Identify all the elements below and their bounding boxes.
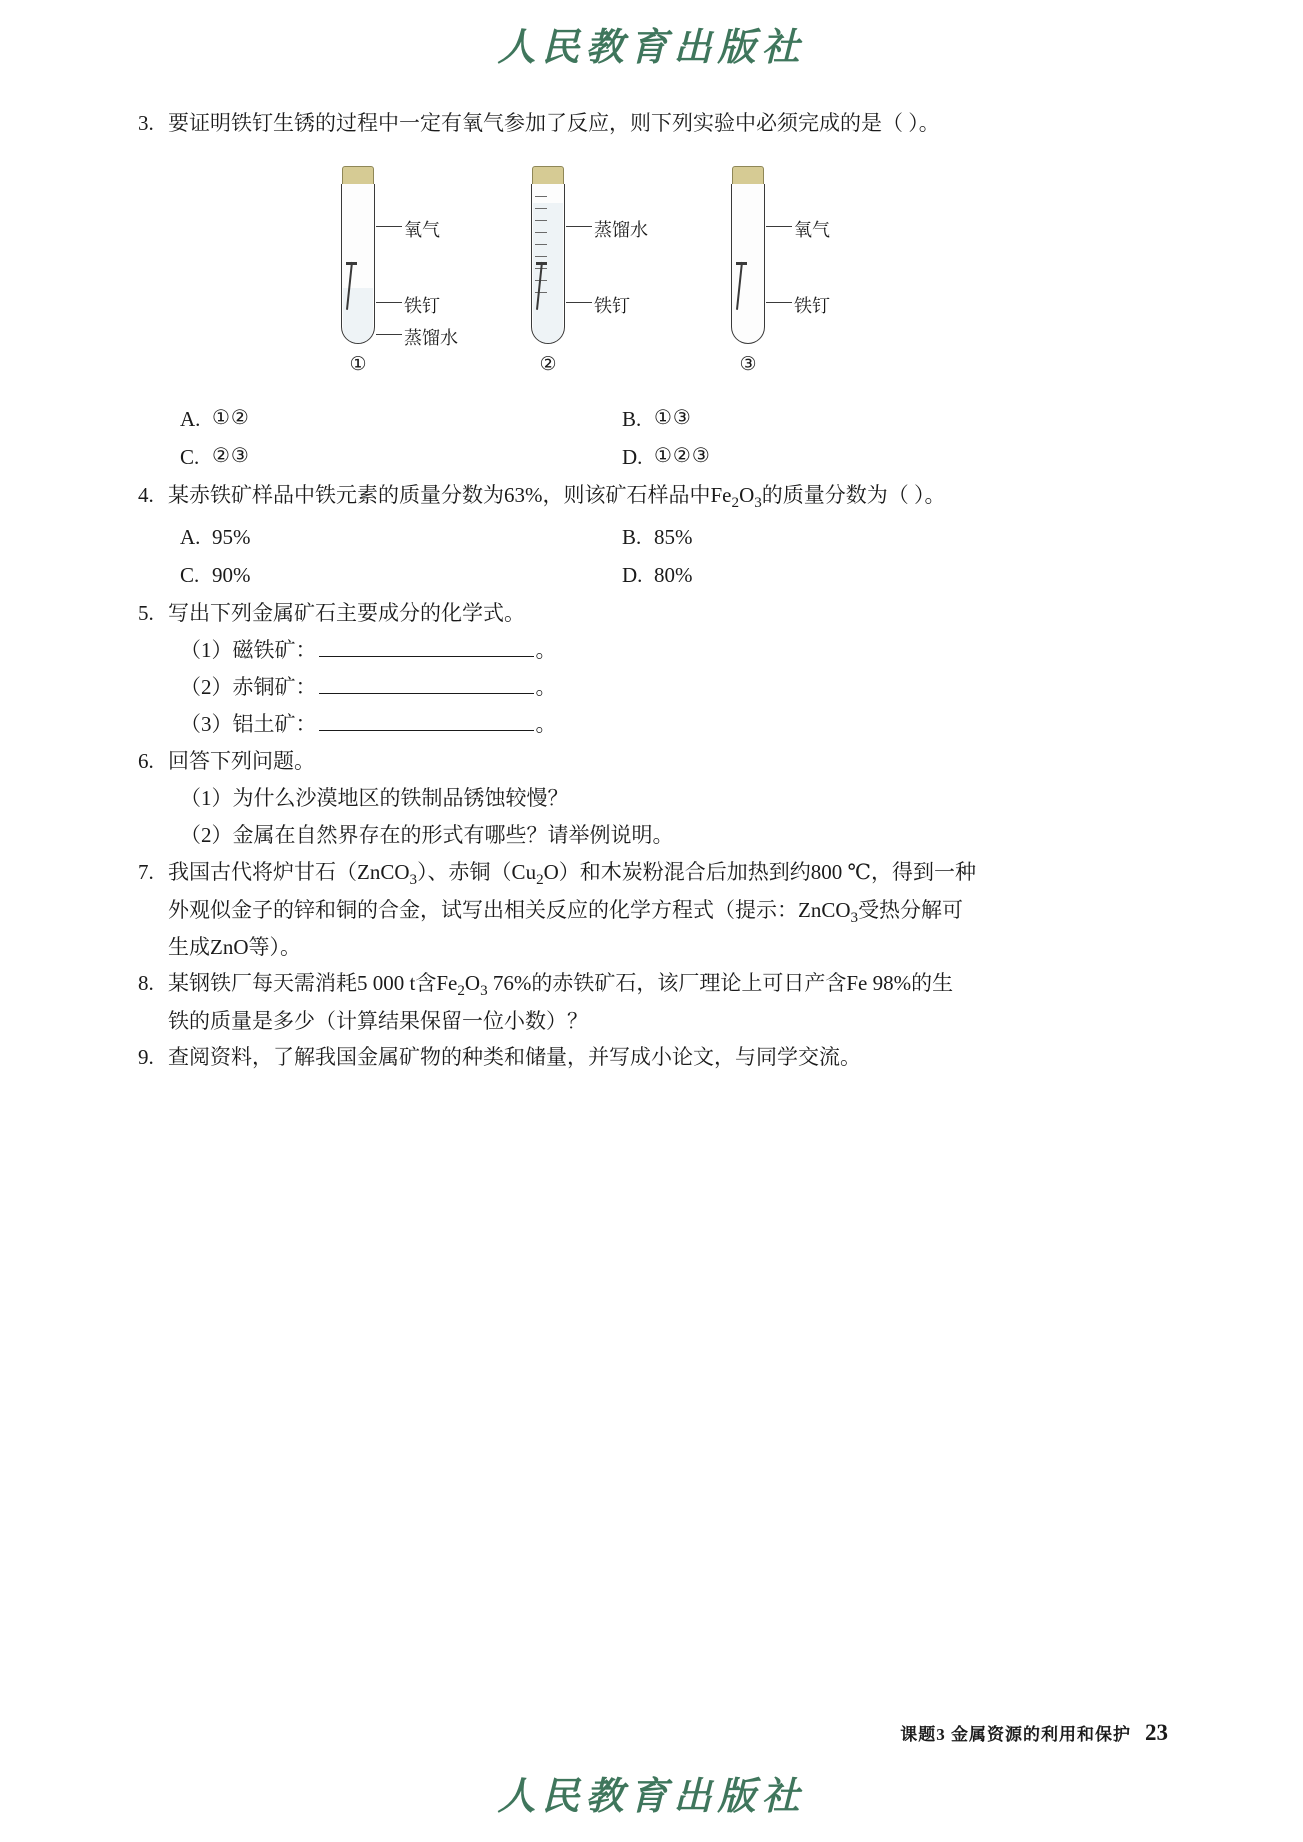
sub-3-label: （3）铝土矿：	[180, 711, 317, 736]
q7-l2-b: 受热分解可	[858, 897, 964, 922]
option-b-letter: B.	[622, 407, 642, 432]
q8-l1-b: O	[464, 971, 481, 996]
q7-l1-sub2: 2	[536, 872, 544, 889]
leader-line	[566, 226, 592, 227]
graduation-mark	[535, 244, 547, 245]
question-9-text: 查阅资料，了解我国金属矿物的种类和储量，并写成小论文，与同学交流。	[168, 1044, 861, 1069]
question-7-line-1	[168, 855, 1168, 893]
q8-l1-sub1: 2	[457, 983, 465, 1000]
question-9-number: 9.	[138, 1044, 154, 1069]
question-8-line-1	[168, 966, 1168, 1004]
question-6-sub-1: （1）为什么沙漠地区的铁制品锈蚀较慢？	[180, 785, 569, 810]
question-7-number: 7.	[138, 859, 154, 884]
sub-2-label: （2）赤铜矿：	[180, 674, 317, 699]
fill-in-blank[interactable]	[319, 638, 534, 657]
option-b-letter: B.	[622, 524, 642, 549]
test-tube-figure	[138, 154, 1168, 394]
question-4-number: 4.	[138, 483, 154, 508]
q7-l1-c: O）和木炭粉混合后加热到约800 ℃，得到一种	[543, 859, 977, 884]
option-a-value: ①②	[212, 407, 250, 430]
question-3-options-row-1	[138, 402, 1168, 436]
iron-nail-head-icon	[346, 262, 357, 265]
option-d-value: 80%	[654, 562, 693, 587]
q7-l2-a: 外观似金子的锌和铜的合金，试写出相关反应的化学方程式（提示：ZnCO	[168, 897, 851, 922]
leader-line	[766, 302, 792, 303]
leader-line	[376, 334, 402, 335]
question-7-text	[168, 855, 1168, 964]
question-6	[138, 744, 1168, 778]
question-3	[138, 106, 1168, 140]
q8-l1-a: 某钢铁厂每天需消耗5 000 t含Fe	[168, 971, 458, 996]
option-c-value: ②③	[212, 445, 250, 468]
question-9	[138, 1040, 1168, 1074]
question-4	[138, 478, 1168, 516]
question-4-text	[168, 478, 1168, 516]
sub-3-tail: 。	[535, 711, 557, 736]
publisher-watermark-top: 人民教育出版社	[497, 27, 806, 69]
question-5	[138, 596, 1168, 630]
fill-in-blank[interactable]	[319, 675, 534, 694]
tube-3-label-1: 铁钉	[794, 296, 830, 317]
question-7	[138, 855, 1168, 964]
q8-l1-sub2: 3	[480, 983, 488, 1000]
leader-line	[376, 302, 402, 303]
question-8-text	[168, 966, 1168, 1038]
graduation-mark	[535, 256, 547, 257]
option-c[interactable]	[138, 558, 610, 592]
option-c-letter: C.	[180, 562, 200, 587]
option-b-value: 85%	[654, 524, 693, 549]
question-7-line-2	[168, 893, 1168, 931]
option-a-letter: A.	[180, 524, 201, 549]
tube-body	[341, 184, 375, 344]
question-6-text: 回答下列问题。	[168, 748, 315, 773]
tube-body	[731, 184, 765, 344]
option-d[interactable]	[610, 440, 1052, 474]
page-content	[138, 106, 1168, 1076]
graduation-mark	[535, 220, 547, 221]
q4-sub-2: 3	[754, 495, 762, 512]
footer-page-number: 23	[1145, 1720, 1168, 1745]
question-5-sub-2	[138, 670, 1168, 704]
leader-line	[566, 302, 592, 303]
question-8-line-2: 铁的质量是多少（计算结果保留一位小数）？	[168, 1008, 588, 1033]
water-level	[533, 203, 563, 343]
q7-l1-sub1: 3	[409, 872, 418, 889]
tube-2-label-1: 铁钉	[594, 296, 630, 317]
sub-1-label: （1）磁铁矿：	[180, 637, 317, 662]
sub-2-tail: 。	[535, 674, 557, 699]
option-d-value: ①②③	[654, 445, 711, 468]
question-3-options-row-2	[138, 440, 1168, 474]
question-7-line-3: 生成ZnO等）。	[168, 935, 301, 960]
option-a[interactable]	[138, 402, 610, 436]
page-footer	[900, 1720, 1168, 1746]
tube-2-label-0: 蒸馏水	[594, 220, 648, 241]
question-5-sub-1	[138, 633, 1168, 667]
option-d-letter: D.	[622, 445, 643, 470]
q7-l1-a: 我国古代将炉甘石（ZnCO	[168, 859, 410, 884]
tube-3-number: ③	[739, 354, 757, 376]
option-a-letter: A.	[180, 407, 201, 432]
tube-1-label-0: 氧气	[404, 220, 440, 241]
q8-l1-c: 76%的赤铁矿石，该厂理论上可日产含Fe 98%的生	[487, 971, 954, 996]
graduation-mark	[535, 208, 547, 209]
option-a-value: 95%	[212, 524, 251, 549]
question-5-sub-3	[138, 707, 1168, 741]
question-6-number: 6.	[138, 748, 154, 773]
question-3-number: 3.	[138, 111, 154, 135]
tube-3-label-0: 氧气	[794, 220, 830, 241]
question-3-text: 要证明铁钉生锈的过程中一定有氧气参加了反应，则下列实验中必须完成的是（ ）。	[168, 111, 940, 135]
question-8-number: 8.	[138, 971, 154, 996]
tube-2-number: ②	[539, 354, 557, 376]
graduation-mark	[535, 196, 547, 197]
footer-chapter-title: 课题3 金属资源的利用和保护	[900, 1725, 1131, 1744]
q4-text-c: 的质量分数为（ ）。	[761, 483, 946, 508]
question-6-sub-2: （2）金属在自然界存在的形式有哪些？请举例说明。	[180, 822, 674, 847]
tube-1-number: ①	[349, 354, 367, 376]
option-b[interactable]	[610, 520, 1052, 554]
option-d-letter: D.	[622, 562, 643, 587]
question-8	[138, 966, 1168, 1038]
q4-text-a: 某赤铁矿样品中铁元素的质量分数为63%，则该矿石样品中Fe	[168, 483, 732, 508]
question-5-number: 5.	[138, 600, 154, 625]
publisher-watermark-bottom: 人民教育出版社	[497, 1776, 806, 1818]
q7-l1-b: ）、赤铜（Cu	[417, 859, 537, 884]
option-a[interactable]	[138, 520, 610, 554]
tube-body	[531, 184, 565, 344]
q7-l2-sub: 3	[850, 909, 859, 926]
question-4-options-row-2	[138, 558, 1168, 592]
question-5-text: 写出下列金属矿石主要成分的化学式。	[168, 600, 525, 625]
option-b-value: ①③	[654, 407, 692, 430]
option-c-letter: C.	[180, 445, 200, 470]
leader-line	[766, 226, 792, 227]
leader-line	[376, 226, 402, 227]
tube-1-label-1: 铁钉	[404, 296, 440, 317]
option-c[interactable]	[138, 440, 610, 474]
iron-nail-head-icon	[736, 262, 747, 265]
option-c-value: 90%	[212, 562, 251, 587]
q4-text-b: O	[739, 483, 755, 508]
sub-1-tail: 。	[535, 637, 557, 662]
option-b[interactable]	[610, 402, 1052, 436]
iron-nail-head-icon	[536, 262, 547, 265]
option-d[interactable]	[610, 558, 1052, 592]
q4-sub-1: 2	[731, 495, 740, 512]
fill-in-blank[interactable]	[319, 712, 534, 731]
graduation-mark	[535, 232, 547, 233]
tube-1-label-2: 蒸馏水	[404, 328, 458, 349]
question-4-options-row-1	[138, 520, 1168, 554]
iron-nail-icon	[736, 262, 743, 310]
